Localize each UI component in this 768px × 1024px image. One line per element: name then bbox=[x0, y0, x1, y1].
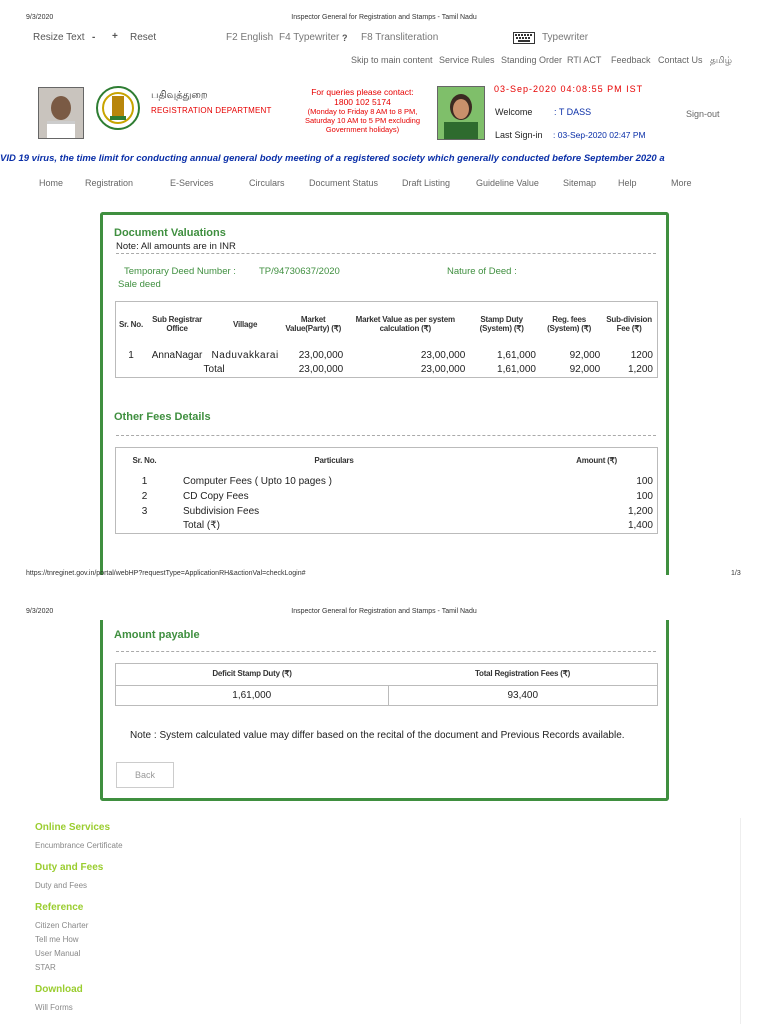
cell: 1200 bbox=[630, 349, 653, 361]
increase-text-button[interactable]: + bbox=[112, 31, 118, 42]
rti-act-link[interactable]: RTI ACT bbox=[567, 55, 602, 65]
other-fees-table bbox=[115, 447, 658, 534]
col-stamp-duty: Stamp Duty (System) (₹) bbox=[479, 315, 524, 333]
contact-info bbox=[285, 87, 440, 134]
nav-draft-listing[interactable]: Draft Listing bbox=[402, 178, 451, 188]
cell: Computer Fees ( Upto 10 pages ) bbox=[183, 475, 332, 487]
brand-tamil-name: பதிவுத்துறை bbox=[151, 90, 208, 101]
valuation-title: Document Valuations bbox=[114, 227, 226, 239]
cell: Naduvakkarai bbox=[211, 349, 279, 361]
cell: 23,00,000 bbox=[298, 349, 344, 361]
reference-heading: Reference bbox=[35, 902, 84, 913]
amount-note: Note: All amounts are in INR bbox=[116, 241, 236, 252]
encumbrance-certificate-link[interactable]: Encumbrance Certificate bbox=[35, 841, 123, 850]
nature-of-deed-value: Sale deed bbox=[118, 279, 161, 290]
print-date: 9/3/2020 bbox=[26, 14, 54, 21]
contact-heading: For queries please contact: bbox=[311, 87, 414, 97]
cell: 23,00,000 bbox=[420, 364, 466, 376]
cell: 100 bbox=[636, 490, 653, 502]
sidebar-divider bbox=[740, 818, 741, 1024]
typewriter-link[interactable]: Typewriter bbox=[542, 32, 589, 43]
amount-payable-title: Amount payable bbox=[114, 629, 200, 641]
col-sr-no: Sr. No. bbox=[119, 319, 143, 329]
amount-header-row bbox=[116, 664, 658, 686]
session-datetime: 03-Sep-2020 04:08:55 PM IST bbox=[494, 84, 644, 94]
total-row bbox=[116, 519, 658, 534]
total-row bbox=[116, 363, 658, 378]
table-row bbox=[116, 348, 658, 363]
cell: 23,00,000 bbox=[420, 349, 466, 361]
col-village: Village bbox=[233, 319, 258, 329]
table-row bbox=[116, 504, 658, 519]
print-url: https://tnreginet.gov.in/portal/webHP?requestType=ApplicationRH&actionVal=checkLogin# bbox=[26, 570, 306, 577]
col-sro: Sub Registrar Office bbox=[152, 315, 202, 333]
nav-circulars[interactable]: Circulars bbox=[249, 178, 285, 188]
brand-department-name: REGISTRATION DEPARTMENT bbox=[151, 106, 272, 115]
star-link[interactable]: STAR bbox=[35, 963, 56, 972]
keyboard-icon[interactable] bbox=[513, 31, 535, 43]
welcome-label: Welcome bbox=[495, 107, 533, 117]
nav-registration[interactable]: Registration bbox=[85, 178, 134, 188]
cell: 3 bbox=[141, 505, 148, 517]
cell: 92,000 bbox=[569, 349, 601, 361]
deficit-stamp-duty-value: 1,61,000 bbox=[116, 686, 389, 706]
tell-me-how-link[interactable]: Tell me How bbox=[35, 935, 79, 944]
tamil-language-link[interactable]: தமிழ் bbox=[710, 55, 732, 65]
col-particulars: Particulars bbox=[314, 455, 354, 465]
main-nav bbox=[0, 178, 768, 192]
contact-hours-1: (Monday to Friday 8 AM to 8 PM, bbox=[307, 107, 418, 116]
skip-to-main-link[interactable]: Skip to main content bbox=[351, 55, 433, 65]
valuation-header-row bbox=[116, 302, 658, 348]
nav-sitemap[interactable]: Sitemap bbox=[563, 178, 597, 188]
sign-out-link[interactable]: Sign-out bbox=[686, 109, 720, 119]
feedback-link[interactable]: Feedback bbox=[611, 55, 651, 65]
nav-guideline-value[interactable]: Guideline Value bbox=[476, 178, 539, 188]
cell: 2 bbox=[141, 490, 148, 502]
f2-english-button[interactable]: F2 English bbox=[226, 32, 274, 43]
col-amount: Amount (₹) bbox=[576, 455, 617, 465]
tamil-nadu-emblem-logo bbox=[96, 86, 140, 130]
system-note: Note : System calculated value may differ based on the recital of the document and Previous Records available. bbox=[130, 730, 625, 741]
cell: 1,61,000 bbox=[497, 364, 536, 376]
f8-transliteration-button[interactable]: F8 Transliteration bbox=[361, 32, 439, 43]
last-signin-value: : 03-Sep-2020 02:47 PM bbox=[553, 130, 646, 140]
duty-and-fees-heading: Duty and Fees bbox=[35, 862, 104, 873]
divider bbox=[116, 435, 656, 436]
print-date: 9/3/2020 bbox=[26, 608, 54, 615]
col-reg-fees: Reg. fees (System) (₹) bbox=[547, 315, 592, 333]
cell: 100 bbox=[636, 475, 653, 487]
col-total-registration-fees: Total Registration Fees (₹) bbox=[474, 669, 571, 679]
online-services-heading: Online Services bbox=[35, 822, 111, 833]
cell: CD Copy Fees bbox=[183, 490, 249, 502]
back-button[interactable]: Back bbox=[116, 762, 174, 788]
col-sr-no: Sr. No. bbox=[132, 455, 157, 465]
cell: 23,00,000 bbox=[298, 364, 344, 376]
amount-payable-panel bbox=[100, 620, 669, 801]
service-rules-link[interactable]: Service Rules bbox=[439, 55, 495, 65]
download-heading: Download bbox=[35, 984, 83, 995]
col-market-value-party: Market Value(Party) (₹) bbox=[285, 315, 342, 333]
total-label: Total (₹) bbox=[183, 520, 220, 532]
print-title: Inspector General for Registration and Stamps - Tamil Nadu bbox=[291, 14, 477, 21]
nav-help[interactable]: Help bbox=[618, 178, 637, 188]
resize-text-label: Resize Text bbox=[33, 32, 85, 43]
col-market-value-system: Market Value as per system calculation (₹) bbox=[355, 315, 455, 333]
other-fees-header-row bbox=[116, 448, 658, 474]
deed-number-label: Temporary Deed Number : bbox=[124, 266, 236, 277]
col-subdivision-fee: Sub-division Fee (₹) bbox=[606, 315, 652, 333]
news-ticker[interactable]: VID 19 virus, the time limit for conducting annual general body meeting of a registered society which generally conducted before September 2020 a bbox=[0, 153, 665, 164]
nav-home[interactable]: Home bbox=[39, 178, 64, 188]
table-row bbox=[116, 474, 658, 489]
divider bbox=[116, 651, 656, 652]
footer-links bbox=[35, 822, 335, 1012]
valuation-table bbox=[115, 301, 658, 378]
nav-document-status[interactable]: Document Status bbox=[309, 178, 379, 188]
table-row bbox=[116, 686, 658, 706]
table-row bbox=[116, 489, 658, 504]
nature-of-deed-label: Nature of Deed : bbox=[447, 266, 517, 277]
citizen-charter-link[interactable]: Citizen Charter bbox=[35, 921, 89, 930]
nav-e-services[interactable]: E-Services bbox=[170, 178, 214, 188]
standing-order-link[interactable]: Standing Order bbox=[501, 55, 563, 65]
print-page-number: 1/3 bbox=[731, 570, 741, 577]
total-label: Total bbox=[203, 364, 225, 376]
deed-number-value: TP/94730637/2020 bbox=[259, 266, 340, 277]
divider bbox=[116, 253, 656, 254]
print-title: Inspector General for Registration and Stamps - Tamil Nadu bbox=[291, 608, 477, 615]
chief-minister-photo bbox=[38, 87, 84, 139]
cell: 92,000 bbox=[569, 364, 601, 376]
col-deficit-stamp-duty: Deficit Stamp Duty (₹) bbox=[212, 669, 292, 679]
contact-phone: 1800 102 5174 bbox=[334, 97, 391, 107]
f4-typewriter-button[interactable]: F4 Typewriter bbox=[279, 32, 340, 43]
nav-more[interactable]: More bbox=[671, 178, 692, 188]
cell: 1,61,000 bbox=[497, 349, 536, 361]
cell: Subdivision Fees bbox=[183, 505, 260, 517]
document-valuation-panel bbox=[100, 212, 669, 575]
contact-hours-2: Saturday 10 AM to 5 PM excluding bbox=[304, 116, 421, 125]
cell: 1 bbox=[128, 349, 134, 361]
cell: AnnaNagar bbox=[151, 349, 203, 361]
decrease-text-button[interactable]: - bbox=[92, 32, 96, 43]
total-registration-fees-value: 93,400 bbox=[507, 690, 539, 701]
total-value: 1,400 bbox=[627, 520, 653, 532]
other-fees-title: Other Fees Details bbox=[114, 411, 211, 423]
username: : T DASS bbox=[554, 107, 592, 117]
last-signin-label: Last Sign-in bbox=[495, 130, 543, 140]
will-forms-link[interactable]: Will Forms bbox=[35, 1003, 73, 1012]
cell: 1,200 bbox=[627, 505, 653, 517]
duty-and-fees-link[interactable]: Duty and Fees bbox=[35, 881, 88, 890]
cell: 1 bbox=[141, 475, 148, 487]
cell: 1,200 bbox=[627, 364, 653, 376]
contact-hours-3: Government holidays) bbox=[325, 125, 400, 134]
contact-us-link[interactable]: Contact Us bbox=[658, 55, 703, 65]
user-manual-link[interactable]: User Manual bbox=[35, 949, 81, 958]
help-icon[interactable]: ? bbox=[342, 33, 348, 43]
leader-photo bbox=[437, 86, 485, 140]
reset-text-button[interactable]: Reset bbox=[130, 32, 157, 43]
amount-payable-table bbox=[115, 663, 658, 706]
